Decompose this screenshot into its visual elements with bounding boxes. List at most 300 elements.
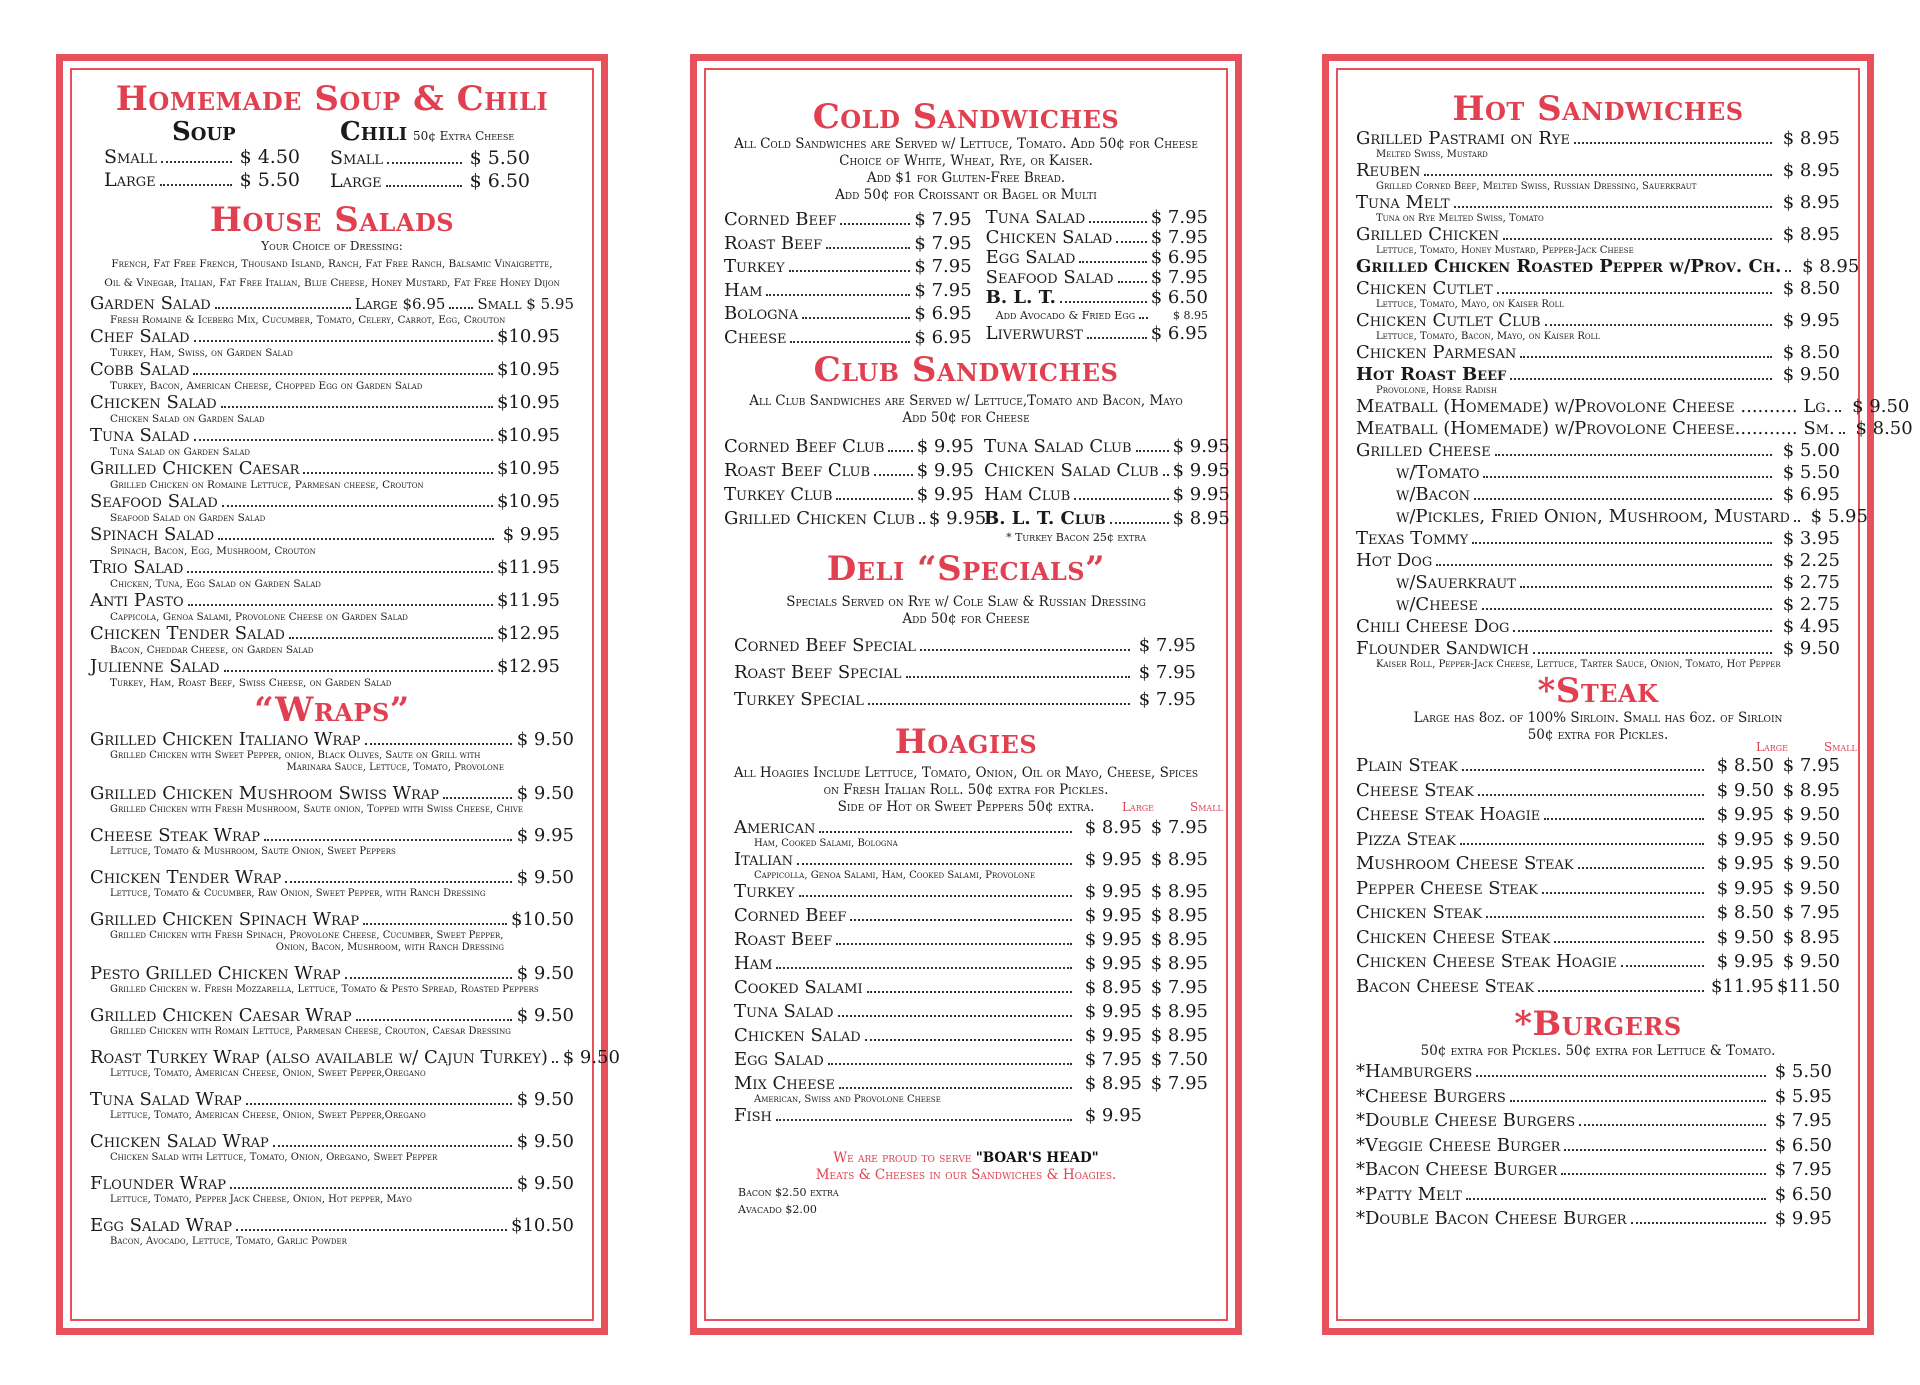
note-line: Side of Hot or Sweet Peppers 50¢ extra. (837, 799, 1095, 815)
dot-leader (1466, 1198, 1766, 1200)
menu-item-row (1356, 803, 1840, 828)
item-description: Grilled Chicken on Romaine Lettuce, Parmesan cheese, Crouton (110, 479, 424, 491)
wrap-list (90, 729, 620, 1248)
dot-leader (345, 977, 512, 979)
item-price: $10.95 (497, 425, 560, 446)
dot-leader (236, 1229, 507, 1231)
menu-item-row (90, 909, 574, 930)
dot-leader (160, 184, 232, 186)
item-price: $ 6.95 (1150, 323, 1208, 344)
menu-item-row (734, 632, 1196, 659)
dot-leader (776, 967, 1072, 969)
dot-leader (1163, 474, 1169, 476)
dot-leader (919, 522, 925, 524)
item-price: $ 6.50 (1150, 287, 1208, 308)
menu-item-row (734, 928, 1208, 952)
item-price: $ 7.95 (1150, 207, 1208, 228)
menu-panel-hot-steak-burgers (1322, 54, 1913, 1335)
item-price: $ 9.95 (916, 436, 974, 457)
menu-item-row (1356, 779, 1840, 804)
menu-item-row (90, 1215, 574, 1236)
menu-item-row (90, 524, 560, 545)
item-name: Cobb Salad (90, 359, 190, 380)
burgers-title: *Burgers (1514, 1004, 1682, 1044)
menu-item-row (724, 208, 972, 232)
dot-leader (224, 670, 493, 672)
item-description: Grilled Corned Beef, Melted Swiss, Russian Dressing, Sauerkraut (1376, 181, 1697, 192)
dot-leader (289, 637, 493, 639)
item-description: Onion, Bacon, Mushroom, with Ranch Dressing (275, 942, 504, 953)
item-price: $11.95 (497, 590, 560, 611)
menu-item-row (734, 1000, 1208, 1024)
item-name: Grilled Chicken Spinach Wrap (90, 909, 360, 930)
item-price: $ 7.95 (914, 256, 972, 277)
item-description: Grilled Chicken with Fresh Mushroom, Saute onion, Topped with Swiss Cheese, Chive (110, 804, 523, 815)
item-price-small: $ 8.95 (1150, 953, 1208, 974)
menu-item-row (734, 1104, 1208, 1128)
steak-notes (1356, 710, 1840, 744)
menu-item-row (1356, 506, 1868, 528)
dot-leader (188, 604, 493, 606)
item-price: $ 7.95 (914, 209, 972, 230)
item-price: $ 7.95 (1150, 267, 1208, 288)
dot-leader (1574, 142, 1772, 144)
item-price-small: $ 9.50 (1782, 853, 1840, 874)
dot-leader (363, 923, 507, 925)
dot-leader (222, 505, 493, 507)
item-description: Turkey, Bacon, American Cheese, Chopped Egg on Garden Salad (110, 380, 423, 392)
item-price: $ 9.50 (1782, 638, 1840, 659)
deli-list (724, 632, 1208, 713)
menu-item-row (1356, 484, 1840, 506)
menu-item-row (1356, 1085, 1832, 1110)
menu-item-row (90, 963, 574, 984)
menu-item-row (986, 228, 1208, 248)
menu-item-row (90, 1173, 574, 1194)
dot-leader (218, 538, 494, 540)
item-price: $ 7.95 (1774, 1159, 1832, 1180)
dot-leader (1478, 794, 1704, 796)
item-price-small: $ 9.50 (1782, 951, 1840, 972)
item-price: $ 8.95 (1782, 128, 1840, 149)
dot-leader (552, 1061, 558, 1063)
wraps-title: “Wraps” (254, 690, 410, 730)
item-price: $ 6.95 (1150, 247, 1208, 268)
item-name: Chicken Cutlet Club (1356, 310, 1541, 331)
item-price-small: $ 8.95 (1782, 926, 1840, 948)
menu-item-row (734, 904, 1208, 928)
item-name: Chicken Salad (734, 1025, 861, 1046)
item-price: $ 7.95 (914, 279, 972, 301)
item-price-small: $ 7.95 (1782, 755, 1840, 776)
item-name: Tuna Salad (90, 425, 190, 446)
menu-item-row (90, 1089, 574, 1110)
item-price: $ 2.25 (1782, 550, 1840, 571)
item-description: Tuna on Rye Melted Swiss, Tomato (1376, 213, 1544, 224)
item-name: Grilled Chicken Caesar Wrap (90, 1005, 352, 1026)
item-name: Tuna Salad (985, 207, 1086, 228)
dot-leader (1621, 965, 1704, 967)
item-price: $ 6.95 (1782, 484, 1840, 505)
dot-leader (1545, 324, 1772, 326)
dot-leader (1785, 270, 1791, 272)
item-price: $ 5.00 (1782, 440, 1840, 461)
dot-leader (1436, 564, 1772, 566)
dot-leader (1472, 542, 1772, 544)
item-price-small: $ 8.95 (1150, 1025, 1208, 1046)
item-price: $10.50 (511, 909, 574, 930)
dot-leader (867, 991, 1072, 993)
menu-item-row (986, 248, 1208, 268)
dot-leader (386, 185, 462, 187)
panel-inner (704, 68, 1228, 1321)
menu-item-row (1356, 594, 1840, 616)
item-description: Marinara Sauce, Lettuce, Tomato, Provolone (286, 762, 504, 773)
menu-item-row (1356, 828, 1840, 853)
item-price-large: $ 9.50 (1716, 926, 1774, 948)
menu-item-row (90, 1131, 574, 1152)
menu-item-row (984, 507, 1230, 531)
menu-item-row (724, 279, 972, 303)
dot-leader (1631, 1222, 1766, 1224)
item-price-large: $ 9.95 (1716, 951, 1774, 972)
boars-head-brand: "BOAR'S HEAD" (975, 1150, 1099, 1166)
menu-item-row (90, 557, 560, 578)
steak-list (1356, 754, 1840, 999)
dot-leader (766, 294, 910, 296)
dot-leader (1520, 356, 1772, 358)
item-description: Melted Swiss, Mustard (1376, 149, 1488, 160)
menu-item-row (90, 867, 574, 888)
dot-leader (868, 703, 1130, 705)
item-price: $ 9.50 (1782, 364, 1840, 385)
item-name: Tuna Salad Club (984, 436, 1132, 457)
item-name: Cheese Steak (1356, 779, 1474, 801)
item-price-small: $ 8.95 (1150, 929, 1208, 950)
dot-leader (1839, 432, 1845, 434)
dot-leader (1074, 498, 1168, 500)
boars-head-lead: We are proud to serve (833, 1150, 972, 1166)
menu-item-row (724, 459, 974, 483)
dot-leader (1835, 410, 1841, 412)
dot-leader (790, 341, 910, 343)
dot-leader (1476, 1075, 1766, 1077)
menu-item-row (1356, 550, 1840, 572)
item-name: Anti Pasto (90, 590, 184, 611)
item-price: $ 9.95 (1172, 460, 1230, 481)
item-price: $ 6.50 (1774, 1134, 1832, 1156)
item-name: Corned Beef Club (724, 436, 885, 457)
item-price: $ 8.95 (1782, 192, 1840, 213)
item-description: Lettuce, Tomato, Mayo, on Kaiser Roll (1376, 299, 1564, 310)
menu-item-row (1356, 192, 1840, 214)
menu-item-row (734, 686, 1196, 713)
item-name: Bacon Cheese Steak (1356, 975, 1535, 997)
dot-leader (1510, 1100, 1766, 1102)
item-price: $ 9.95 (928, 508, 987, 529)
item-price: $ 2.75 (1782, 594, 1840, 615)
item-price: $ 4.95 (1782, 616, 1840, 637)
dot-leader (776, 1119, 1072, 1121)
dot-leader (1079, 261, 1146, 263)
item-price: $ 9.50 (516, 867, 574, 888)
item-description: Chicken Salad on Garden Salad (110, 413, 265, 425)
menu-item-row (986, 288, 1208, 308)
menu-item-row (986, 324, 1208, 344)
boars-head-line1 (724, 1150, 1208, 1167)
item-price-small: $ 9.50 (1782, 828, 1840, 850)
menu-item-row (734, 976, 1208, 1000)
item-description: Turkey, Ham, Swiss, on Garden Salad (110, 347, 293, 359)
item-price: $10.95 (497, 359, 560, 380)
dot-leader (1486, 916, 1704, 918)
dot-leader (1544, 818, 1704, 820)
item-price: $ 6.95 (914, 303, 972, 324)
item-name: Small (104, 146, 157, 168)
item-description: Cappicolla, Genoa Salami, Ham, Cooked Salami, Provolone (754, 870, 1036, 881)
item-name: B. L. T. Club (984, 508, 1106, 529)
item-price: $ 5.50 (239, 169, 300, 191)
item-price: $ 9.95 (1172, 436, 1230, 457)
col-small-label: Small (1190, 800, 1223, 814)
item-price: $ 8.95 (1173, 309, 1208, 322)
item-name: Turkey (724, 256, 785, 277)
dot-leader (874, 474, 913, 476)
dot-leader (1118, 281, 1147, 283)
hot-sandwich-list (1356, 128, 1913, 670)
dot-leader (1794, 520, 1800, 522)
cold-sandwiches-title: Cold Sandwiches (812, 97, 1120, 137)
menu-item-row (1356, 975, 1840, 1000)
item-price: $10.95 (497, 491, 560, 512)
item-price: $ 8.50 (1782, 278, 1840, 299)
panel-inner (1336, 68, 1913, 1321)
club-left-column (724, 435, 987, 531)
item-name: Grilled Chicken Mushroom Swiss Wrap (90, 783, 440, 804)
item-price: $ 9.50 (516, 783, 574, 804)
item-name: Ham (734, 953, 773, 974)
item-price: $ 7.95 (1150, 227, 1208, 248)
item-name: Flounder Sandwich (1356, 638, 1529, 659)
item-name: Grilled Chicken Caesar (90, 458, 300, 479)
item-price: $ 7.95 (1138, 635, 1196, 656)
menu-item-row (734, 816, 1208, 840)
menu-item-row (1356, 278, 1840, 300)
note-line: Choice of White, Wheat, Rye, or Kaiser. (839, 153, 1093, 169)
dot-leader (906, 676, 1130, 678)
item-price-small: $ 8.95 (1150, 1001, 1208, 1022)
item-price-large: $ 9.95 (1084, 1105, 1142, 1126)
item-name: Chicken Cheese Steak (1356, 926, 1551, 948)
item-name: Garden Salad (90, 293, 211, 314)
chili-list (330, 147, 530, 193)
item-price: $10.95 (497, 392, 560, 413)
item-price: $ 9.50 (516, 729, 574, 750)
item-price-large: $ 9.95 (1084, 849, 1142, 870)
item-name: *Double Bacon Cheese Burger (1356, 1208, 1627, 1229)
dot-leader (850, 919, 1072, 921)
menu-item-row (90, 1005, 574, 1026)
item-name: Corned Beef (724, 209, 837, 230)
menu-item-row (90, 825, 574, 846)
dot-leader (1139, 317, 1148, 319)
menu-item-row (734, 659, 1196, 686)
dot-leader (187, 571, 493, 573)
item-name: w/Cheese (1396, 594, 1478, 615)
boars-head-line2: Meats & Cheeses in our Sandwiches & Hoagies. (815, 1167, 1117, 1183)
item-name: Pepper Cheese Steak (1356, 877, 1538, 899)
item-name: Roast Beef Special (734, 662, 902, 683)
item-name: Grilled Chicken (1356, 224, 1499, 245)
item-price: $ 9.50 (516, 1131, 574, 1152)
menu-item-row (1356, 462, 1840, 484)
dot-leader (1554, 941, 1704, 943)
item-description: Ham, Cooked Salami, Bologna (754, 838, 898, 849)
deli-specials-title: Deli “Specials” (826, 549, 1106, 589)
item-description: Spinach, Bacon, Egg, Mushroom, Crouton (110, 545, 316, 557)
item-price: $ 5.50 (1774, 1061, 1832, 1082)
dot-leader (1454, 206, 1772, 208)
menu-item-row (1356, 901, 1840, 926)
item-name: Ham (724, 279, 763, 301)
item-name: Fish (734, 1105, 772, 1126)
dot-leader (285, 881, 512, 883)
item-name: Chicken Salad (985, 227, 1113, 248)
note-line: Specials Served on Rye w/ Cole Slaw & Russian Dressing (786, 594, 1146, 610)
item-name: Tuna Salad (734, 1001, 834, 1022)
item-price: $ 6.95 (914, 326, 972, 348)
item-name: Chicken Salad Club (984, 460, 1159, 481)
menu-item-row (1356, 877, 1840, 902)
item-name: Cheese (724, 326, 787, 348)
col-small-label: Small (1824, 740, 1857, 754)
dot-leader (264, 839, 512, 841)
cold-left-column (724, 208, 972, 349)
item-name: Reuben (1356, 160, 1421, 181)
item-price: $ 9.50 (516, 1005, 574, 1026)
item-description: Grilled Chicken with Romain Lettuce, Parmesan Cheese, Crouton, Caesar Dressing (110, 1026, 511, 1037)
chili-heading: Chili (340, 117, 408, 147)
menu-item-row (724, 302, 972, 326)
item-price: $ 9.95 (916, 484, 974, 505)
item-name: Add Avocado & Fried Egg (995, 309, 1136, 322)
item-price: $ 9.50 (562, 1047, 620, 1068)
note-line: on Fresh Italian Roll. 50¢ extra for Pickles. (823, 782, 1109, 798)
item-price-large: $ 7.95 (1084, 1049, 1142, 1070)
item-price-large: $ 9.95 (1084, 1025, 1142, 1046)
dot-leader (1474, 498, 1772, 500)
item-name: Trio Salad (90, 557, 184, 578)
menu-item-row (734, 1048, 1208, 1072)
dot-leader (836, 943, 1072, 945)
note-line: Add 50¢ for Cheese (902, 410, 1030, 426)
dot-leader (1060, 301, 1147, 303)
item-name: Texas Tommy (1356, 528, 1469, 549)
deli-notes (724, 594, 1208, 628)
menu-item-row (90, 425, 560, 446)
dot-leader (449, 307, 473, 309)
item-price-large: $ 9.95 (1716, 804, 1774, 825)
item-name: Turkey Club (724, 484, 833, 505)
cold-right-column (986, 208, 1208, 349)
dot-leader (1089, 221, 1146, 223)
item-description: Turkey, Ham, Roast Beef, Swiss Cheese, on Garden Salad (110, 677, 392, 689)
item-price: $10.95 (497, 326, 560, 347)
menu-item-row (1356, 1134, 1832, 1159)
dressing-list-line2: Oil & Vinegar, Italian, Fat Free Italian, Blue Cheese, Honey Mustard, Fat Free Honey Dijon (104, 277, 560, 289)
dot-leader (1482, 608, 1772, 610)
item-name: Egg Salad (734, 1049, 824, 1070)
menu-item-row (734, 880, 1208, 904)
item-price-large: $ 9.95 (1084, 929, 1142, 950)
item-price: $ 5.50 (1782, 462, 1840, 483)
dot-leader (1136, 450, 1169, 452)
dot-leader (161, 161, 232, 163)
item-name: Hot Dog (1356, 550, 1433, 571)
item-name: Chicken Parmesan (1356, 342, 1517, 363)
item-description: Grilled Chicken with Sweet Pepper, onion, Black Olives, Saute on Grill with (110, 750, 481, 761)
item-name: *Hamburgers (1356, 1061, 1473, 1082)
dot-leader (1561, 1173, 1766, 1175)
menu-item-row (1356, 128, 1840, 150)
item-price-small: $ 7.95 (1150, 977, 1208, 998)
item-name: w/Sauerkraut (1396, 572, 1516, 593)
item-price-small: $ 8.95 (1150, 849, 1208, 870)
col-large-label: Large (1122, 800, 1154, 814)
menu-item-row (986, 268, 1208, 288)
menu-item-row (1356, 256, 1860, 278)
item-price-large: $ 8.50 (1716, 902, 1774, 923)
note-line: All Club Sandwiches are Served w/ Lettuce,Tomato and Bacon, Mayo (749, 393, 1183, 409)
item-price-large: $ 9.95 (1084, 953, 1142, 974)
item-description: Grilled Chicken w. Fresh Mozzarella, Lettuce, Tomato & Pesto Spread, Roasted Peppers (110, 984, 539, 995)
house-salads-title: House Salads (209, 200, 455, 240)
item-name: Chili Cheese Dog (1356, 616, 1510, 637)
menu-item-row (724, 255, 972, 279)
item-price: $ 8.95 (1172, 508, 1230, 529)
item-name: Meatball (Homemade) w/Provolone Cheese........... Sm. (1356, 418, 1835, 439)
dot-leader (1533, 652, 1772, 654)
garden-large-price: Large $6.95 (354, 295, 446, 313)
item-price-small: $ 7.50 (1150, 1049, 1208, 1070)
dot-leader (1460, 843, 1704, 845)
item-price-small: $11.50 (1777, 975, 1840, 997)
item-price: $ 7.95 (1138, 662, 1196, 683)
item-price: $ 7.95 (1138, 689, 1196, 710)
item-name: *Patty Melt (1356, 1183, 1462, 1205)
menu-item-row (90, 623, 560, 644)
cold-sandwich-notes (724, 136, 1208, 204)
item-price-large: $ 8.50 (1716, 755, 1774, 776)
item-name: Liverwurst (985, 323, 1083, 344)
soup-heading: Soup (172, 117, 236, 147)
item-price: $ 8.50 (1855, 418, 1913, 439)
dot-leader (230, 1187, 512, 1189)
item-price: $ 9.95 (916, 460, 974, 481)
menu-item-row (1356, 310, 1840, 332)
item-price-small: $ 8.95 (1150, 881, 1208, 902)
item-name: Tuna Melt (1356, 192, 1450, 213)
dot-leader (246, 1103, 512, 1105)
dot-leader (840, 223, 910, 225)
item-name: Plain Steak (1356, 755, 1458, 776)
item-price: $ 5.95 (1774, 1085, 1832, 1107)
item-name: Julienne Salad (90, 656, 220, 677)
bacon-extra: Bacon $2.50 extra (738, 1186, 839, 1199)
item-description: Kaiser Roll, Pepper-Jack Cheese, Lettuce, Tarter Sauce, Onion, Tomato, Hot Pepper (1376, 659, 1781, 670)
item-name: Flounder Wrap (90, 1173, 226, 1194)
note-line: 50¢ extra for Pickles. (1527, 727, 1669, 743)
